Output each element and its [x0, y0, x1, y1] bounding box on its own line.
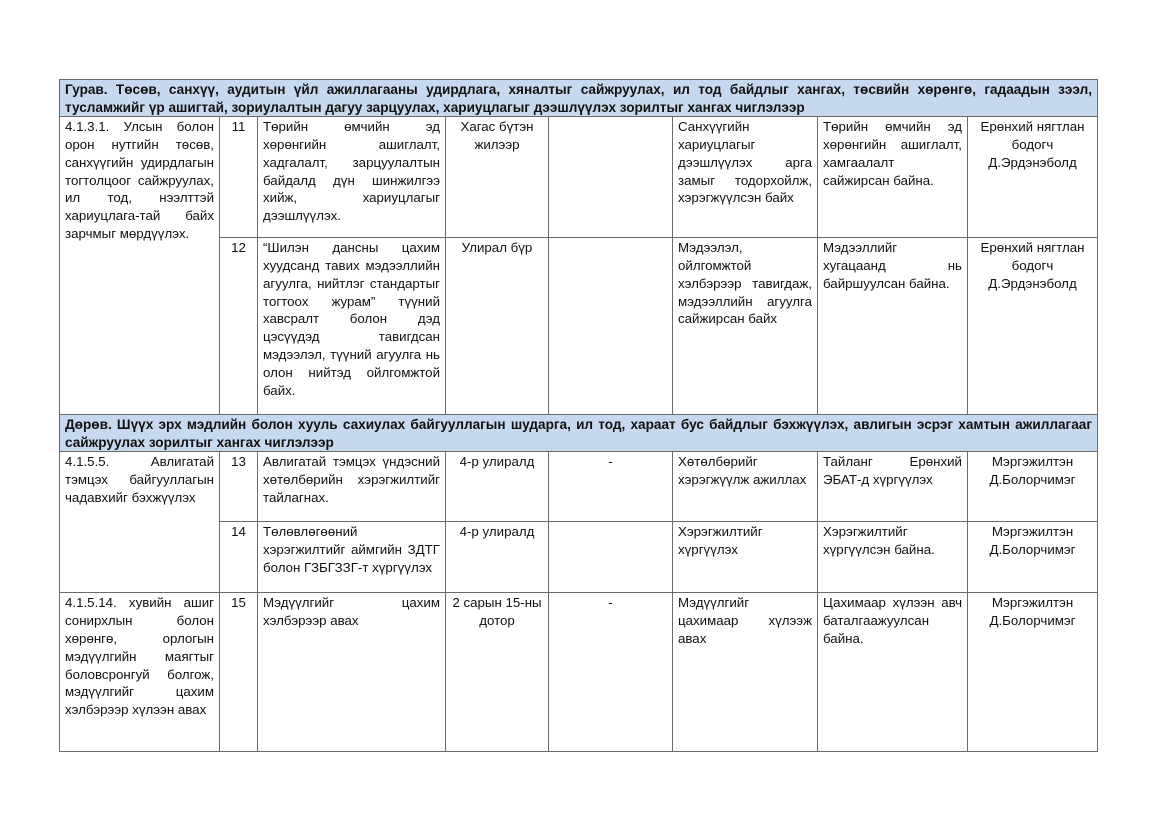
activity-cell: “Шилэн дансны цахим хуудсанд тавих мэдээллийн агуулга, нийтлэг стандартыг тогтоох журам” түүний хавсралт болон дэд цэсүүдэд тавигдсан мэдээлэл, түүний агуулга нь олон нийтэд ойлгомжтой байх.: [258, 238, 446, 415]
activity-cell: Төрийн өмчийн эд хөрөнгийн ашиглалт, хадгалалт, зарцуулалтын байдалд дүн шинжилгээ хийж, хариуцлагыг дээшлүүлэх.: [258, 117, 446, 238]
table-row: [60, 593, 1098, 752]
outcome-cell: Хөтөлбөрийг хэрэгжүүлж ажиллах: [673, 452, 818, 522]
responsible-cell: Ерөнхий нягтлан бодогч Д.Эрдэнэболд: [968, 117, 1098, 238]
responsible-cell: Мэргэжилтэн Д.Болорчимэг: [968, 593, 1098, 752]
indicator-cell: Мэдээллийг хугацаанд нь байршуулсан байна.: [818, 238, 968, 415]
deadline-cell: 2 сарын 15-ны дотор: [446, 593, 549, 752]
budget-cell: [549, 522, 673, 593]
row-number: 13: [220, 452, 258, 522]
budget-cell: -: [549, 452, 673, 522]
section-header-row: [60, 80, 1098, 117]
deadline-cell: 4-р улиралд: [446, 522, 549, 593]
table-row: [60, 117, 1098, 238]
section-title: Дөрөв. Шүүх эрх мэдлийн болон хууль сахиулах байгууллагын шударга, ил тод, хараат бус байдлыг бэхжүүлэх, авлигын эсрэг хамтын ажиллагааг сайжруулах зорилтыг хангах чиглэлээр: [60, 415, 1098, 452]
objective-cell: 4.1.5.5. Авлигатай тэмцэх байгууллагын чадавхийг бэхжүүлэх: [60, 452, 220, 593]
outcome-cell: Хэрэгжилтийг хүргүүлэх: [673, 522, 818, 593]
indicator-cell: Хэрэгжилтийг хүргүүлсэн байна.: [818, 522, 968, 593]
indicator-cell: Төрийн өмчийн эд хөрөнгийн ашиглалт, хамгаалалт сайжирсан байна.: [818, 117, 968, 238]
action-plan-table: [59, 79, 1098, 752]
row-number: 14: [220, 522, 258, 593]
indicator-cell: Цахимаар хүлээн авч баталгаажуулсан байна.: [818, 593, 968, 752]
responsible-cell: Мэргэжилтэн Д.Болорчимэг: [968, 522, 1098, 593]
activity-cell: Төлөвлөгөөний хэрэгжилтийг аймгийн ЗДТГ болон ГЗБГЗЗГ-т хүргүүлэх: [258, 522, 446, 593]
budget-cell: [549, 238, 673, 415]
activity-cell: Авлигатай тэмцэх үндэсний хөтөлбөрийн хэрэгжилтийг тайлагнах.: [258, 452, 446, 522]
outcome-cell: Мэдээлэл, ойлгомжтой хэлбэрээр тавигдаж, мэдээллийн агуулга сайжирсан байх: [673, 238, 818, 415]
budget-cell: [549, 117, 673, 238]
outcome-cell: Санхүүгийн хариуцлагыг дээшлүүлэх арга замыг тодорхойлж, хэрэгжүүлсэн байх: [673, 117, 818, 238]
responsible-cell: Ерөнхий нягтлан бодогч Д.Эрдэнэболд: [968, 238, 1098, 415]
budget-cell: -: [549, 593, 673, 752]
section-header-row: [60, 415, 1098, 452]
outcome-cell: Мэдүүлгийг цахимаар хүлээж авах: [673, 593, 818, 752]
row-number: 15: [220, 593, 258, 752]
deadline-cell: 4-р улиралд: [446, 452, 549, 522]
table-row: [60, 452, 1098, 522]
deadline-cell: Улирал бүр: [446, 238, 549, 415]
activity-cell: Мэдүүлгийг цахим хэлбэрээр авах: [258, 593, 446, 752]
row-number: 11: [220, 117, 258, 238]
section-title: Гурав. Төсөв, санхүү, аудитын үйл ажиллагааны удирдлага, хяналтыг сайжруулах, ил тод байдлыг хангах, төсвийн хөрөнгө, гадаадын зээл, тусламжийг үр ашигтай, зориулалтын дагуу зарцуулах, хариуцлагыг дээшлүүлэх зорилтыг хангах чиглэлээр: [60, 80, 1098, 117]
objective-cell: 4.1.3.1. Улсын болон орон нутгийн төсөв, санхүүгийн удирдлагын тогтолцоог сайжруулах, ил тод, нээлттэй хариуцлага-тай байх зарчмыг мөрдүүлэх.: [60, 117, 220, 415]
row-number: 12: [220, 238, 258, 415]
objective-cell: 4.1.5.14. хувийн ашиг сонирхлын болон хөрөнгө, орлогын мэдүүлгийн маягтыг боловсронгуй болгож, мэдүүлгийг цахим хэлбэрээр хүлээн авах: [60, 593, 220, 752]
deadline-cell: Хагас бүтэн жилээр: [446, 117, 549, 238]
responsible-cell: Мэргэжилтэн Д.Болорчимэг: [968, 452, 1098, 522]
indicator-cell: Тайланг Ерөнхий ЭБАТ-д хүргүүлэх: [818, 452, 968, 522]
